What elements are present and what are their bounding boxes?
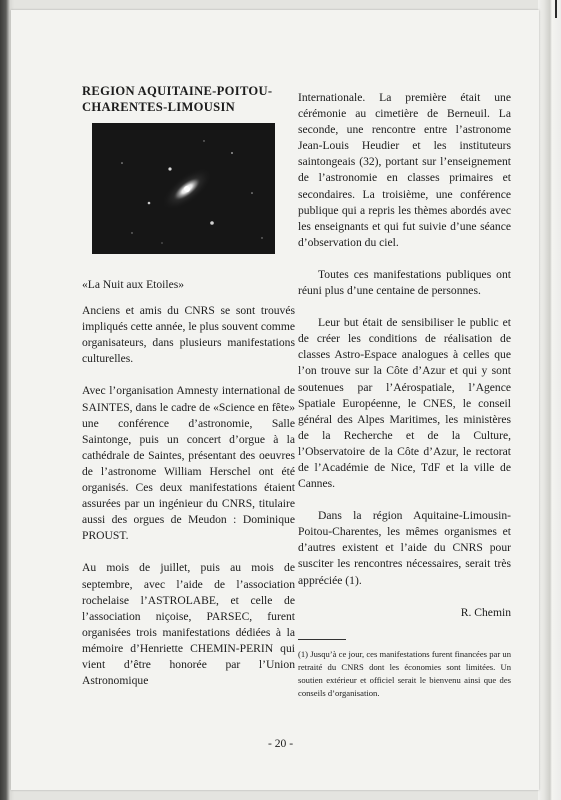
footnote: (1) Jusqu’à ce jour, ces manifestations furent financées par un retraité du CNRS dont les économies sont limitées. Un soutien extérieur et officiel serait le bienvenu ainsi que des conseils d’organisation. bbox=[298, 649, 511, 699]
left-column bbox=[82, 83, 295, 705]
author-signature: R. Chemin bbox=[460, 605, 511, 619]
right-paragraph-1: Internationale. La première était une cérémonie au cimetière de Berneuil. La seconde, une rencontre entre l’astronome Jean-Louis Heudier et les instituteurs saintongeais (32), portant sur l’enseignement de l’astronomie en classes primaires et secondaires. La troisième, une conférence publique qui a repris les thèmes abordés avec les enseignants et qui fut suivie d’une séance d’observation du ciel. bbox=[298, 91, 511, 249]
left-paragraph-1: Anciens et amis du CNRS se sont trouvés impliqués cette année, le plus souvent comme organisateurs, dans plusieurs manifestations culturelles. bbox=[82, 304, 295, 366]
photo-caption: «La Nuit aux Etoiles» bbox=[82, 278, 185, 291]
right-paragraph-4: Dans la région Aquitaine-Limousin-Poitou-Charentes, les mêmes organismes et d’autres existent et l’aide du CNRS pour susciter les rencontres nécessaires, serait très appréciée (1). bbox=[298, 509, 511, 587]
document-page bbox=[11, 10, 539, 790]
footnote-rule bbox=[298, 639, 346, 640]
galaxy-photo bbox=[92, 123, 275, 254]
galaxy-image bbox=[92, 123, 275, 254]
right-column bbox=[298, 90, 511, 709]
next-page-edge bbox=[538, 0, 561, 800]
left-paragraph-3: Au mois de juillet, puis au mois de septembre, avec l’aide de l’association rochelaise l’ASTROLABE, et celle de l’association niçoise, PARSEC, furent organisées trois manifestations dédiées à la mémoire d’Henriette CHEMIN-PERIN qui vient d’être honorée par l’Union Astronomique bbox=[82, 561, 295, 688]
left-paragraph-2: Avec l’organisation Amnesty international de SAINTES, dans le cadre de «Science en fête» une conférence d’astronomie, Salle Saintonge, puis un concert d’orgue à la cathédrale de Saintes, présentant des oeuvres de l’astronome William Herschel ont été organisés. Ces deux manifestations étaient assurées par un ingénieur du CNRS, titulaire aussi des orgues de Meudon : Dominique PROUST. bbox=[82, 384, 295, 543]
page-number: - 20 - bbox=[267, 737, 294, 750]
article-title: REGION AQUITAINE-POITOU- CHARENTES-LIMOUSIN bbox=[82, 84, 273, 114]
right-paragraph-3: Leur but était de sensibiliser le public et de créer les conditions de réalisation de classes Astro-Espace analogues à celles que l’on trouve sur la Côte d’Azur et qui y sont soutenues par l’Aérospatiale, l’Agence Spatiale Européenne, le CNES, le conseil général des Alpes Maritimes, les ministères de la Recherche et de la Culture, l’Observatoire de la Côte d’Azur, le rectorat de l’Académie de Nice, TdF et la ville de Cannes. bbox=[298, 316, 511, 491]
right-paragraph-2: Toutes ces manifestations publiques ont réuni plus d’une centaine de personnes. bbox=[298, 267, 511, 298]
